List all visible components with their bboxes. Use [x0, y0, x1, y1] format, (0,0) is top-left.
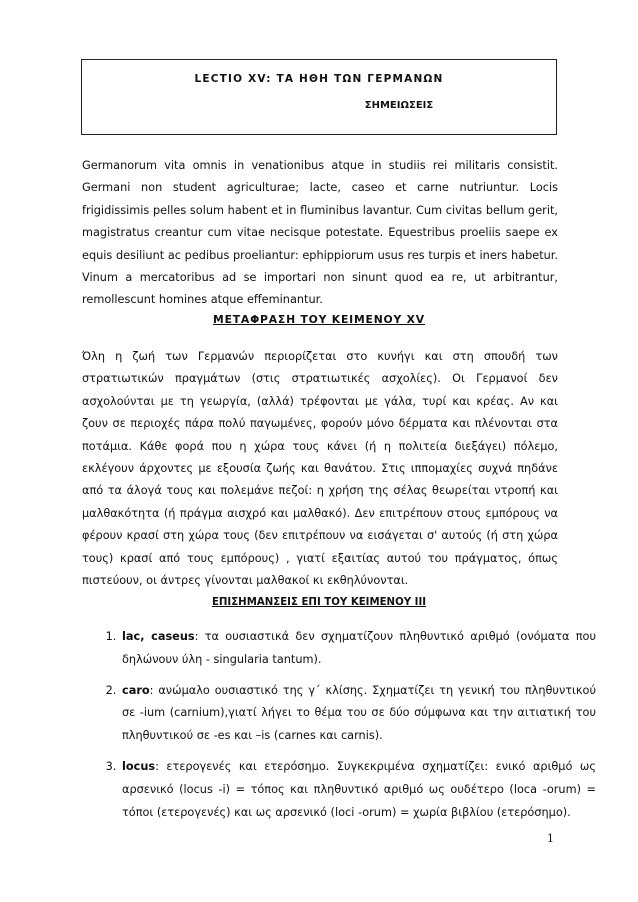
note-text: : ετερογενές και ετερόσημο. Συγκεκριμένα σχηματίζει: ενικό αριθμό ως αρσενικό (locus -i) = τόπος και πληθυντικό αριθμό ως ουδέτερο (loca -orum) = τόποι (ετερογενές) και ως αρσενικό (loci -orum) = χωρία βιβλίου (ετερόσημο).	[122, 759, 596, 819]
translation-text: Όλη η ζωή των Γερμανών περιορίζεται στο κυνήγι και στη σπουδή των στρατιωτικών πραγμάτων (στις στρατιωτικές ασχολίες). Οι Γερμανοί δεν ασχολούνται με τη γεωργία, (αλλά) τρέφονται με γάλα, τυρί και κρέας. Αν και ζουν σε περιοχές πάρα πολύ παγωμένες, φορούν μόνο δέρματα και πλένονται στα ποτάμια. Κάθε φορά που η χώρα τους κάνει (ή η πολιτεία διεξάγει) πόλεμο, εκλέγουν άρχοντες με εξουσία ζωής και θανάτου. Στις ιππομαχίες συχνά πηδάνε από τα άλογά τους και πολεμάνε πεζοί: η χρήση της σέλας θεωρείται ντροπή και μαλθακότητα (ή πράγμα αισχρό και μαλθακό). Δεν επιτρέπουν στους εμπόρους να φέρουν κρασί στη χώρα τους (δεν επιτρέπουν να εισάγεται σ' αυτούς (ή στη χώρα τους) κρασί από τους εμπόρους) , γιατί εξαιτίας αυτού του πράγματος, όπως πιστεύουν, οι άντρες γίνονται μαλθακοί κι εκθηλύνονται.	[82, 350, 558, 588]
header-box	[81, 59, 557, 135]
lesson-subtitle: ΣΗΜΕΙΩΣΕΙΣ	[364, 100, 434, 111]
note-text: : ανώμαλο ουσιαστικό της γ΄ κλίσης. Σχηματίζει τη γενική του πληθυντικού σε -ium (carnium),γιατί λήγει το θέμα του σε δύο σύμφωνα και την αιτιατική του πληθυντικού σε -es και –is (carnes και carnis).	[122, 683, 596, 743]
page-number: 1	[547, 832, 554, 845]
note-term: lac, caseus	[122, 630, 195, 643]
note-item	[120, 626, 596, 672]
note-item	[120, 680, 596, 748]
note-item	[120, 756, 596, 824]
note-text: : τα ουσιαστικά δεν σχηματίζουν πληθυντικό αριθμό (ονόματα που δηλώνουν ύλη - singularia tantum).	[122, 630, 597, 666]
latin-text: Germanorum vita omnis in venationibus atque in studiis rei militaris consistit. Germani non student agriculturae; lacte, caseo et carne nutriuntur. Locis frigidissimis pelles solum habent et in fluminibus lavantur. Cum civitas bellum gerit, magistratus creantur cum vitae necisque potestate. Equestribus proeliis saepe ex equis desiliunt ac pedibus proeliantur: ephippiorum usus res turpis et iners habetur. Vinum a mercatoribus ad se importari non sinunt quod ea re, ut arbitrantur, remollescunt homines atque effeminantur.	[82, 159, 558, 307]
notes-list	[82, 626, 596, 832]
note-term: caro	[122, 683, 150, 697]
note-term: locus	[122, 759, 156, 773]
notes-title: ΕΠΙΣΗΜΑΝΣΕΙΣ ΕΠΙ ΤΟΥ ΚΕΙΜΕΝΟΥ III	[211, 597, 427, 608]
translation-title: ΜΕΤΑΦΡΑΣΗ ΤΟΥ ΚΕΙΜΕΝΟΥ XV	[213, 313, 425, 326]
lesson-title: LECTIO XV: ΤΑ ΗΘΗ ΤΩΝ ΓΕΡΜΑΝΩΝ	[194, 73, 444, 85]
